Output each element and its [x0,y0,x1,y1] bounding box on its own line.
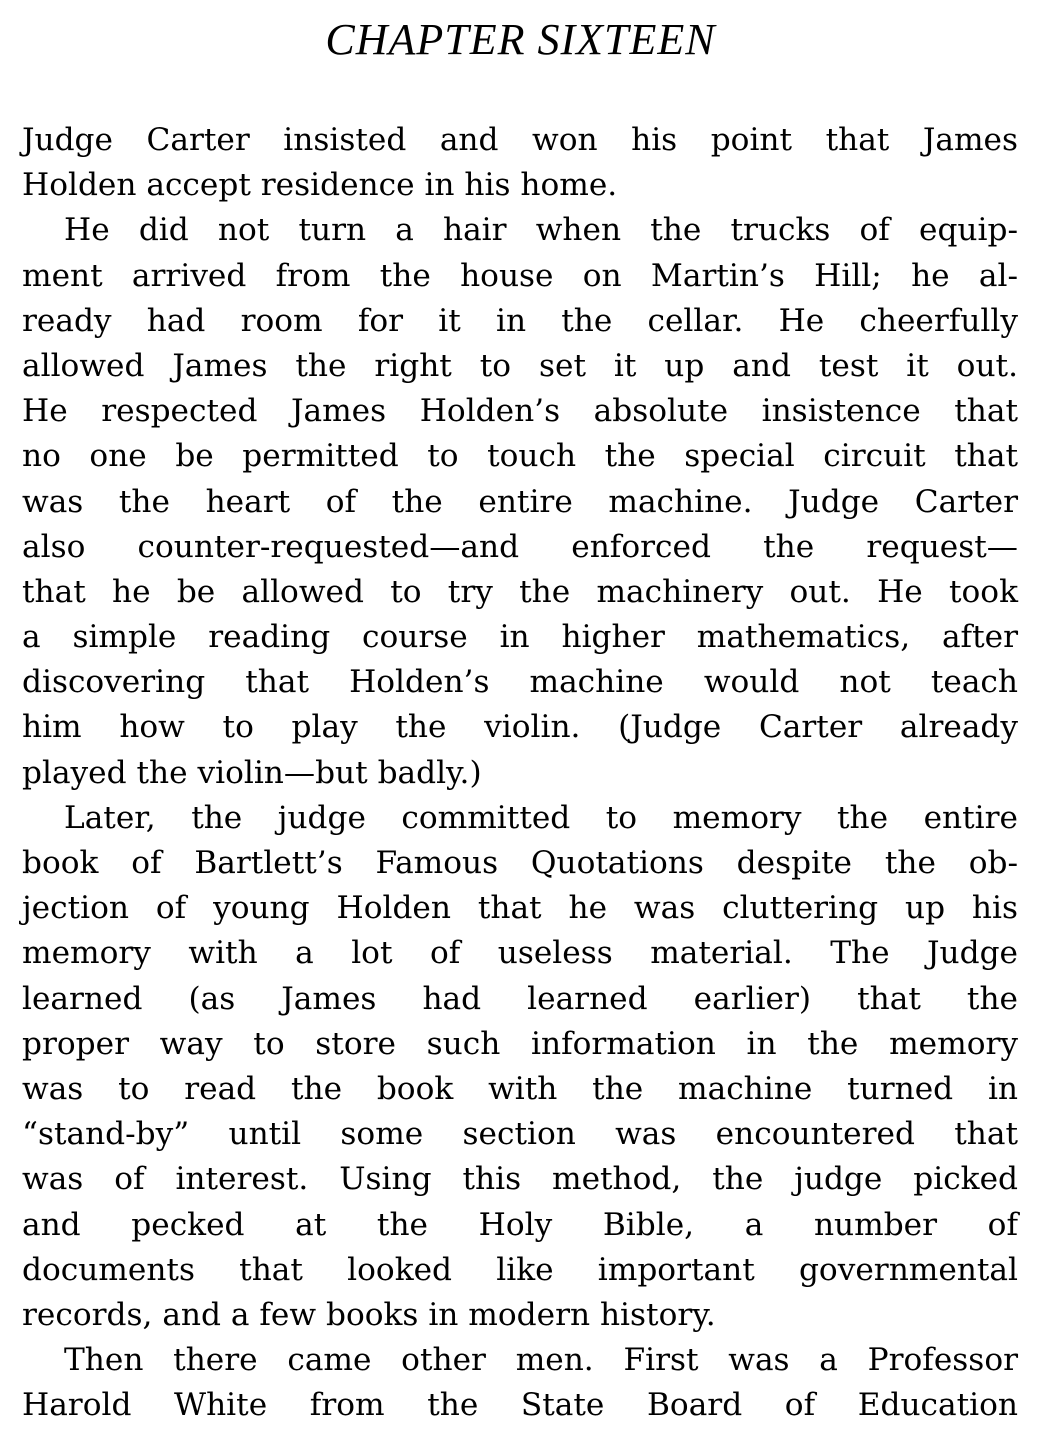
text-line: Judge Carter insisted and won his point that James [22,122,1018,158]
paragraph [22,1338,1018,1428]
text-line: ready had room for it in the cellar. He cheerfully [22,302,1018,339]
text-line: He respected James Holden’s absolute insistence that [22,393,1018,430]
text-line: that he be allowed to try the machinery out. He took [22,573,1018,610]
text-line: jection of young Holden that he was cluttering up his [22,890,1018,927]
text-line: Holden accept residence in his home. [22,167,618,204]
text-line: was of interest. Using this method, the judge picked [22,1161,1018,1198]
text-line: played the violin—but badly.) [22,754,482,791]
text-line: Later, the judge committed to memory the entire [64,799,1018,836]
text-line: also counter-requested—and enforced the request— [22,528,1018,565]
paragraph [22,118,1018,208]
text-line: memory with a lot of useless material. The Judge [22,935,1018,972]
text-line: ment arrived from the house on Martin’s Hill; he al- [22,257,1018,294]
text-line: discovering that Holden’s machine would not teach [22,664,1018,701]
text-line: book of Bartlett’s Famous Quotations despite the ob- [22,845,1018,881]
paragraph [22,208,1018,795]
text-line: proper way to store such information in the memory [22,1025,1018,1062]
text-line: He did not turn a hair when the trucks of equip- [64,212,1018,249]
text-line: him how to play the violin. (Judge Carter already [22,709,1018,746]
text-line: records, and a few books in modern history. [22,1296,716,1333]
text-line: learned (as James had learned earlier) that the [22,980,1018,1017]
text-line: a simple reading course in higher mathematics, after [22,619,1018,656]
text-line: no one be permitted to touch the special circuit that [22,438,1018,475]
text-line: was to read the book with the machine turned in [22,1070,1018,1107]
text-line: was the heart of the entire machine. Judge Carter [22,483,1018,520]
text-line: Then there came other men. First was a Professor [64,1342,1018,1379]
text-line: and pecked at the Holy Bible, a number of [22,1206,1018,1243]
paragraph [22,796,1018,1338]
chapter-body [22,118,1018,1428]
text-line: allowed James the right to set it up and test it out. [22,347,1018,384]
text-line: Harold White from the State Board of Education [22,1387,1018,1424]
text-line: “stand-by” until some section was encountered that [22,1116,1018,1153]
text-line: documents that looked like important governmental [22,1251,1018,1288]
chapter-title: CHAPTER SIXTEEN [325,15,716,64]
